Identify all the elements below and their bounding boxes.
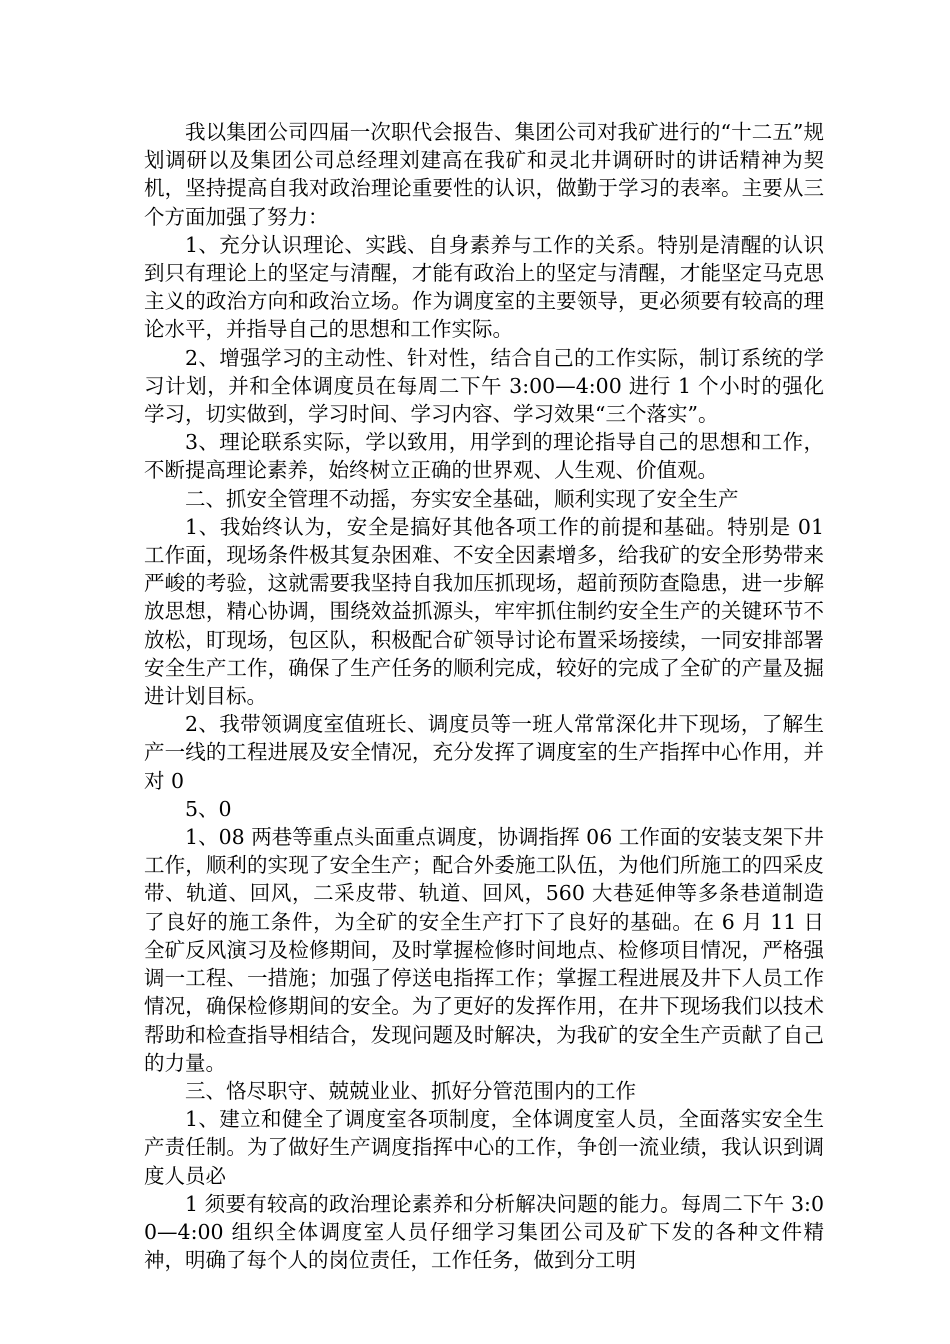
document-body <box>144 118 824 1274</box>
section-heading: 三、恪尽职守、兢兢业业、抓好分管范围内的工作 <box>185 1078 636 1103</box>
paragraph: 1、建立和健全了调度室各项制度，全体调度室人员，全面落实安全生产责任制。为了做好生产调度指挥中心的工作，争创一流业绩，我认识到调度人员必 <box>144 1107 824 1188</box>
paragraph: 2、增强学习的主动性、针对性，结合自己的工作实际，制订系统的学习计划，并和全体调度员在每周二下午 3:00—4:00 进行 1 个小时的强化学习，切实做到，学习时间、学习内容、学习效果“三个落实”。 <box>144 345 824 427</box>
section-heading: 二、抓安全管理不动摇，夯实安全基础，顺利实现了安全生产 <box>185 486 739 511</box>
paragraph: 1、我始终认为，安全是搞好其他各项工作的前提和基础。特别是 01 工作面，现场条件极其复杂困难、不安全因素增多，给我矿的安全形势带来严峻的考验，这就需要我坚持自我加压抓现场，超前预防查隐患，进一步解放思想，精心协调，围绕效益抓源头，牢牢抓住制约安全生产的关键环节不放松，盯现场，包区队，积极配合矿领导讨论布置采场接续，一同安排部署安全生产工作，确保了生产任务的顺利完成，较好的完成了全矿的产量及掘进计划目标。 <box>144 514 824 709</box>
paragraph: 5、0 <box>185 796 232 821</box>
paragraph: 1、充分认识理论、实践、自身素养与工作的关系。特别是清醒的认识到只有理论上的坚定与清醒，才能有政治上的坚定与清醒，才能坚定马克思主义的政治方向和政治立场。作为调度室的主要领导，更必须要有较高的理论水平，并指导自己的思想和工作实际。 <box>144 232 824 342</box>
paragraph: 1 须要有较高的政治理论素养和分析解决问题的能力。每周二下午 3:00—4:00 组织全体调度室人员仔细学习集团公司及矿下发的各种文件精神，明确了每个人的岗位责任，工作任务，做到分工明 <box>144 1191 824 1273</box>
paragraph: 1、08 两巷等重点头面重点调度，协调指挥 06 工作面的安装支架下井工作，顺利的实现了安全生产；配合外委施工队伍，为他们所施工的四采皮带、轨道、回风，二采皮带、轨道、回风，560 大巷延伸等多条巷道制造了良好的施工条件，为全矿的安全生产打下了良好的基础。在 6 月 11 日全矿反风演习及检修期间，及时掌握检修时间地点、检修项目情况，严格强调一工程、一措施；加强了停送电指挥工作；掌握工程进展及井下人员工作情况，确保检修期间的安全。为了更好的发挥作用，在井下现场我们以技术帮助和检查指导相结合，发现问题及时解决，为我矿的安全生产贡献了自己的力量。 <box>144 825 824 1075</box>
paragraph: 2、我带领调度室值班长、调度员等一班人常常深化井下现场，了解生产一线的工程进展及安全情况，充分发挥了调度室的生产指挥中心作用，并对 0 <box>144 712 824 793</box>
paragraph: 我以集团公司四届一次职代会报告、集团公司对我矿进行的“十二五”规划调研以及集团公司总经理刘建高在我矿和灵北井调研时的讲话精神为契机，坚持提高自我对政治理论重要性的认识，做勤于学习的表率。主要从三个方面加强了努力： <box>144 120 824 229</box>
paragraph: 3、理论联系实际，学以致用，用学到的理论指导自己的思想和工作，不断提高理论素养，始终树立正确的世界观、人生观、价值观。 <box>144 430 824 483</box>
